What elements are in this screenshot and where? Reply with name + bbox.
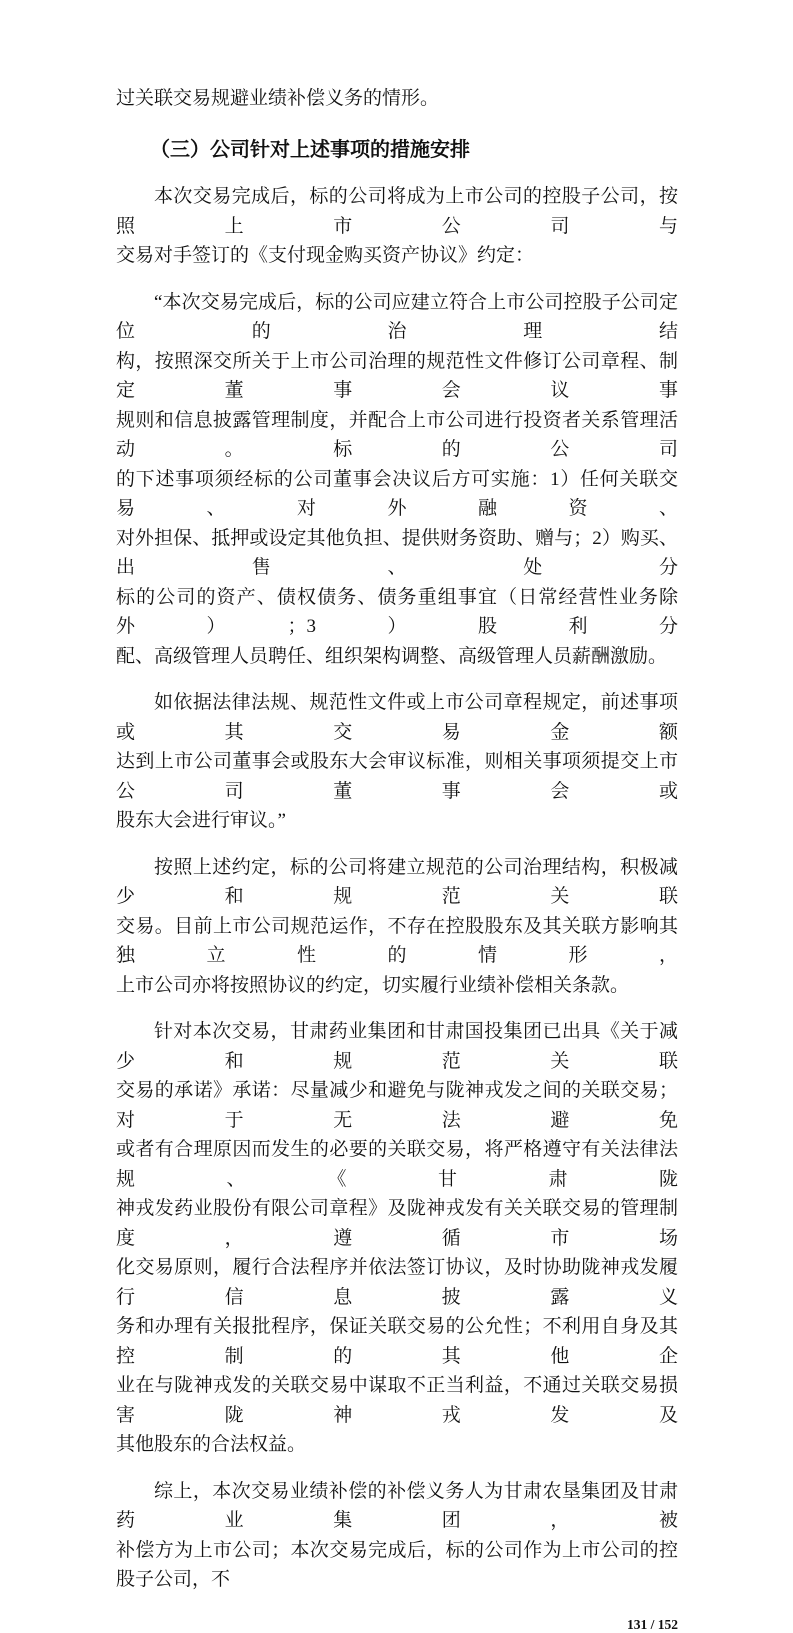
paragraph-line: 过关联交易规避业绩补偿义务的情形。 [116, 88, 440, 109]
paragraph-line: 针对本次交易，甘肃药业集团和甘肃国投集团已出具《关于减少和规范关联 [116, 1021, 678, 1072]
paragraph [116, 853, 678, 1001]
page-content [116, 0, 678, 1633]
paragraph-line: “本次交易完成后，标的公司应建立符合上市公司控股子公司定位的治理结 [116, 291, 678, 342]
paragraph-line: 如依据法律法规、规范性文件或上市公司章程规定，前述事项或其交易金额 [116, 692, 678, 743]
paragraph [116, 182, 678, 271]
paragraph-line: 达到上市公司董事会或股东大会审议标准，则相关事项须提交上市公司董事会或 [116, 751, 678, 802]
page-footer [116, 1617, 678, 1633]
paragraph-line: 综上，本次交易业绩补偿的补偿义务人为甘肃农垦集团及甘肃药业集团，被 [116, 1480, 678, 1531]
paragraph-line: 交易对手签订的《支付现金购买资产协议》约定： [116, 245, 535, 266]
paragraph-line: 务和办理有关报批程序，保证关联交易的公允性；不利用自身及其控制的其他企 [116, 1316, 678, 1367]
paragraph [116, 1477, 678, 1595]
paragraph [116, 1017, 678, 1460]
paragraph-line: 的下述事项须经标的公司董事会决议后方可实施：1）任何关联交易、对外融资、 [116, 468, 678, 519]
paragraph-line: 交易的承诺》承诺：尽量减少和避免与陇神戎发之间的关联交易；对于无法避免 [116, 1080, 678, 1131]
paragraph-line: 股东大会进行审议。” [116, 810, 286, 831]
paragraph-line: 其他股东的合法权益。 [116, 1434, 307, 1455]
section-heading: （三）公司针对上述事项的措施安排 [150, 138, 470, 161]
page-number: 131 / 152 [626, 1616, 678, 1632]
paragraph-line: 按照上述约定，标的公司将建立规范的公司治理结构，积极减少和规范关联 [116, 856, 678, 907]
paragraph-line: 补偿方为上市公司；本次交易完成后，标的公司作为上市公司的控股子公司，不 [116, 1539, 678, 1590]
paragraph-line: 业在与陇神戎发的关联交易中谋取不正当利益，不通过关联交易损害陇神戎发及 [116, 1375, 678, 1426]
paragraph-line: 交易。目前上市公司规范运作，不存在控股股东及其关联方影响其独立性的情形， [116, 915, 678, 966]
paragraph-line: 神戎发药业股份有限公司章程》及陇神戎发有关关联交易的管理制度，遵循市场 [116, 1198, 678, 1249]
paragraph-line: 规则和信息披露管理制度，并配合上市公司进行投资者关系管理活动。标的公司 [116, 409, 678, 460]
paragraph-line: 本次交易完成后，标的公司将成为上市公司的控股子公司，按照上市公司与 [116, 186, 678, 237]
paragraph-line: 配、高级管理人员聘任、组织架构调整、高级管理人员薪酬激励。 [116, 645, 668, 667]
paragraph-line: 标的公司的资产、债权债务、债务重组事宜（日常经营性业务除外）；3）股利分 [116, 586, 678, 637]
paragraphs-container [116, 182, 678, 1595]
paragraph [116, 688, 678, 836]
paragraph-line: 化交易原则，履行合法程序并依法签订协议，及时协助陇神戎发履行信息披露义 [116, 1257, 678, 1308]
paragraph [116, 288, 678, 672]
paragraph-line: 上市公司亦将按照协议的约定，切实履行业绩补偿相关条款。 [116, 974, 630, 996]
paragraph-line: 或者有合理原因而发生的必要的关联交易，将严格遵守有关法律法规、《甘肃陇 [116, 1139, 678, 1190]
paragraph-line: 对外担保、抵押或设定其他负担、提供财务资助、赠与；2）购买、出售、处分 [116, 527, 678, 578]
continuation-paragraph [116, 84, 678, 114]
paragraph-line: 构，按照深交所关于上市公司治理的规范性文件修订公司章程、制定董事会议事 [116, 350, 678, 401]
